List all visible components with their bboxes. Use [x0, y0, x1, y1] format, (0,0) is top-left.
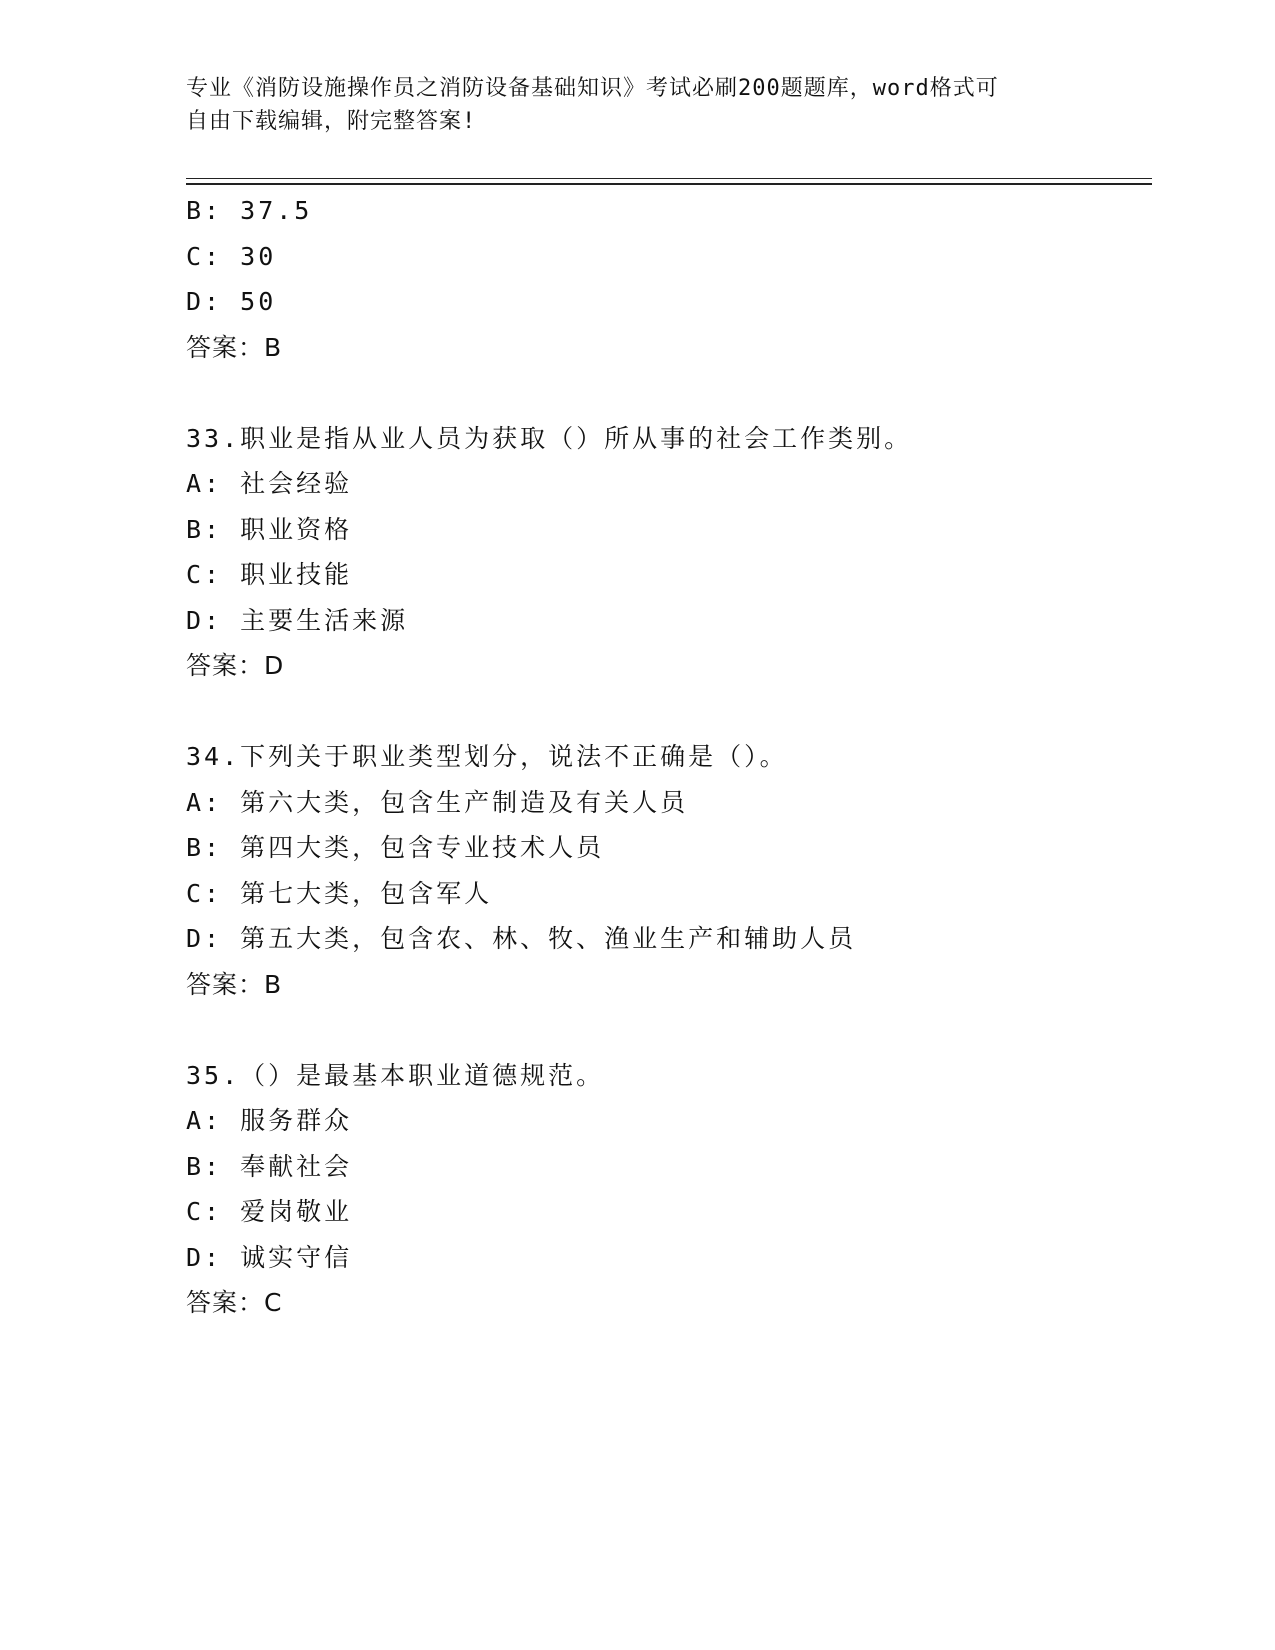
option-c: C: 爱岗敬业 [186, 1197, 353, 1226]
question-stem: 34.下列关于职业类型划分，说法不正确是（）。 [186, 742, 788, 771]
option-b: B: 奉献社会 [186, 1151, 353, 1181]
question-block-33 [186, 416, 1152, 689]
option-a: A: 社会经验 [186, 469, 353, 498]
option-a: A: 第六大类，包含生产制造及有关人员 [186, 787, 689, 817]
option-b: B: 37.5 [186, 196, 313, 225]
option-d: D: 主要生活来源 [186, 605, 409, 635]
option-d: D: 50 [186, 287, 277, 316]
header-title-line-1: 专业《消防设施操作员之消防设备基础知识》考试必刷200题题库，word格式可 [186, 76, 999, 101]
document-header [186, 72, 1066, 138]
spacer [186, 689, 1152, 735]
question-list [186, 188, 1152, 1326]
option-d: D: 诚实守信 [186, 1242, 353, 1272]
option-c: C: 职业技能 [186, 560, 353, 589]
answer-line: 答案：C [186, 1288, 283, 1317]
question-block-35 [186, 1053, 1152, 1326]
question-block-partial [186, 188, 1152, 370]
header-divider-thick [186, 183, 1152, 185]
answer-line: 答案：B [186, 969, 283, 999]
option-c: C: 第七大类，包含军人 [186, 878, 493, 908]
question-stem: 33.职业是指从业人员为获取（）所从事的社会工作类别。 [186, 423, 913, 453]
spacer [186, 1007, 1152, 1053]
option-b: B: 职业资格 [186, 514, 353, 544]
answer-line: 答案：B [186, 332, 283, 362]
option-d: D: 第五大类，包含农、林、牧、渔业生产和辅助人员 [186, 924, 857, 953]
option-a: A: 服务群众 [186, 1106, 353, 1135]
option-b: B: 第四大类，包含专业技术人员 [186, 833, 605, 862]
spacer [186, 370, 1152, 416]
header-divider-thin [186, 178, 1152, 179]
question-block-34 [186, 734, 1152, 1007]
option-c: C: 30 [186, 241, 277, 271]
question-stem: 35.（）是最基本职业道德规范。 [186, 1060, 605, 1090]
answer-line: 答案：D [186, 651, 285, 680]
header-title-line-2: 自由下载编辑，附完整答案! [186, 109, 477, 134]
